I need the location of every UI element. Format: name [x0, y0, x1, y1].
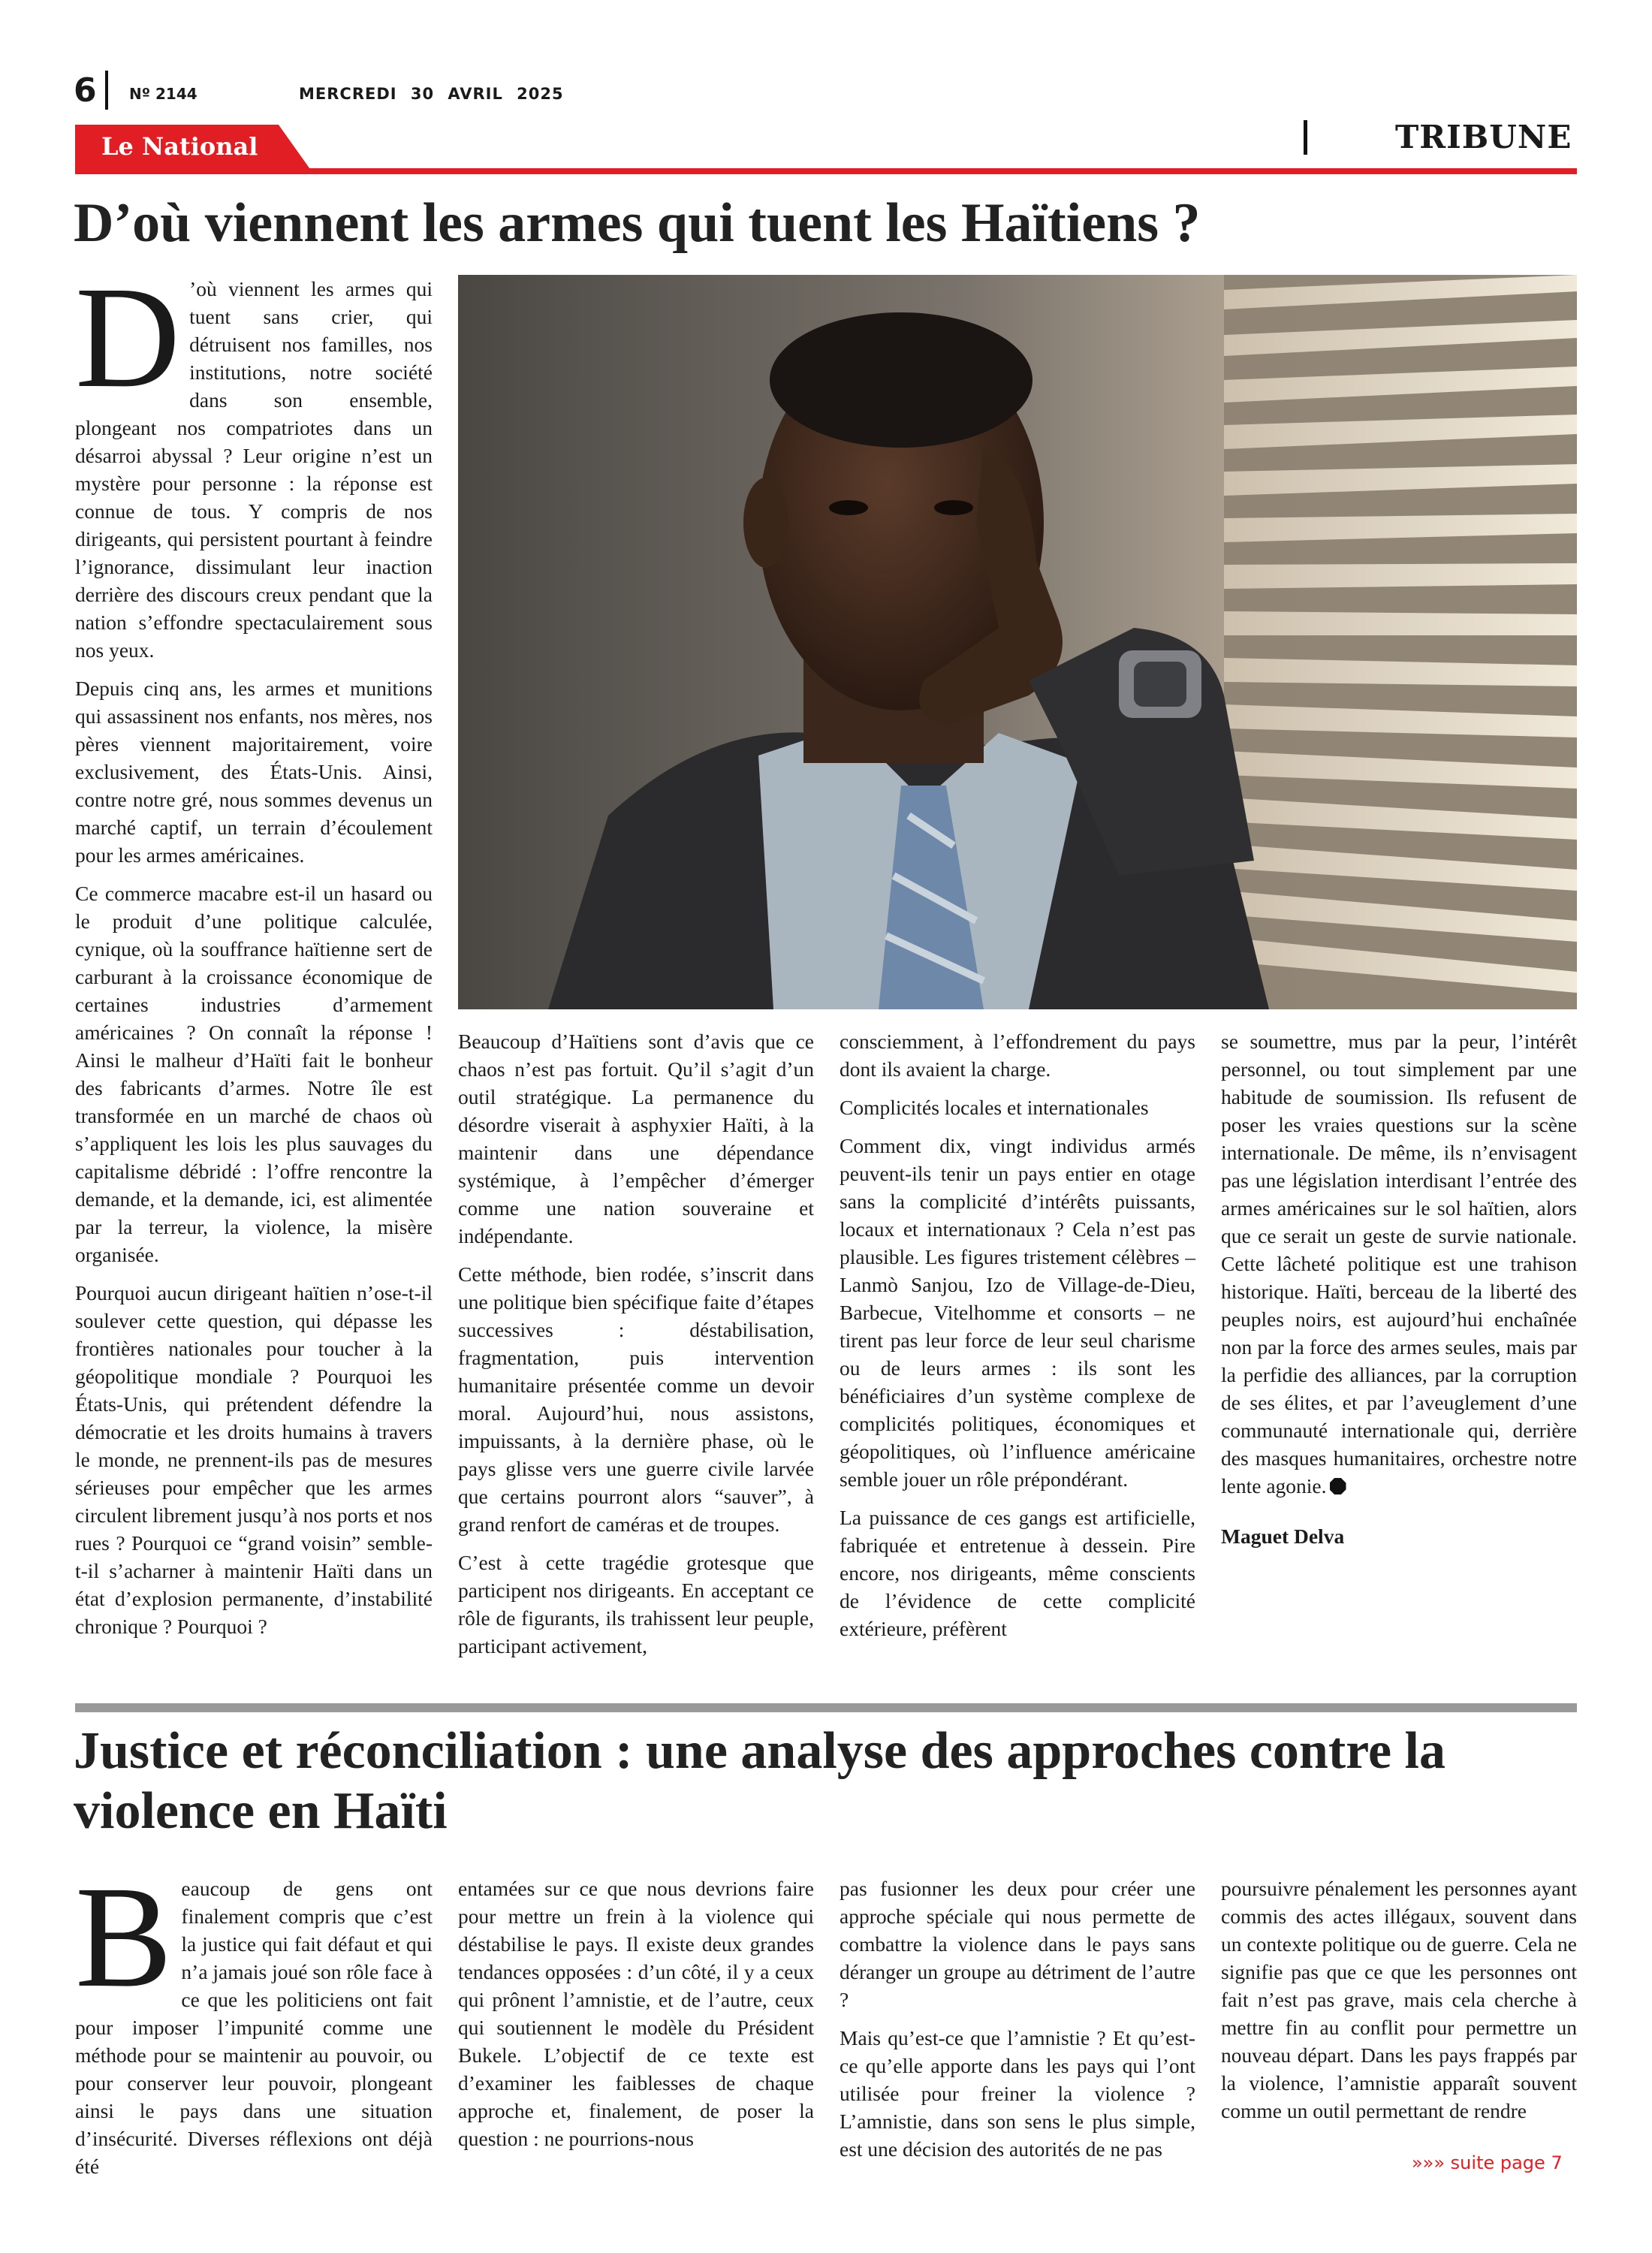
article1-headline: D’où viennent les armes qui tuent les Haïtiens ?	[74, 192, 1201, 254]
section-title: TRIBUNE	[1395, 119, 1572, 155]
article2-paragraph: Mais qu’est-ce que l’amnistie ? Et qu’est-ce qu’elle apporte dans les pays qui l’ont utilisée pour freiner la violence ? L’amnistie, dans son sens le plus simple, est une décision des autorités de ne pas	[840, 2026, 1195, 2161]
article1-dropcap: D	[75, 256, 181, 418]
article1-column-1	[75, 256, 433, 1651]
article2-dropcap: B	[75, 1856, 173, 2017]
header-rule	[75, 168, 1577, 174]
article1-paragraph: Ce commerce macabre est-il un hasard ou le produit d’une politique calculée, cynique, où la souffrance haïtienne sert de carburant à la croissance économique de certaines industries d’armement américaines ? On connaît la réponse ! Ainsi le malheur d’Haïti fait le bonheur des fabricants d’armes. Notre île est transformée en un marché de chaos où s’appliquent les lois les plus sauvages du capitalisme débridé : l’offre rencontre la demande, et la demande, ici, est alimentée par la terreur, la violence, la misère organisée.	[75, 882, 433, 1266]
portrait-photo-image	[458, 275, 1577, 1009]
article2-paragraph: poursuivre pénalement les personnes ayant commis des actes illégaux, souvent dans un contexte politique ou de guerre. Cela ne signifie pas que ce que les personnes ont fait n’est pas grave, mais cela cherche à mettre fin au conflit pour permettre un nouveau départ. Dans les pays frappés par la violence, l’amnistie apparaît souvent comme un outil permettant de rendre	[1221, 1877, 1577, 2122]
page-number: 6	[74, 71, 97, 110]
article1-subheading: Complicités locales et internationales	[840, 1096, 1149, 1119]
article1-column-4	[1221, 1027, 1577, 1561]
article2-column-1	[75, 1856, 433, 2191]
page-number-divider	[105, 71, 108, 110]
article2-headline: Justice et réconciliation : une analyse des approches contre la violence en Haïti	[74, 1722, 1446, 1840]
article1-paragraph: se soumettre, mus par la peur, l’intérêt personnel, ou tout simplement par une habitude de soumission. Ils refusent de poser les vraies questions sur la scène internationale. De même, ils n’envisagent pas une législation interdisant l’entrée des armes américaines sur le sol haïtien, alors que ce serait un geste de survie nationale. Cette lâcheté politique est une trahison historique. Haïti, berceau de la liberté des peuples noirs, est aujourd’hui enchaînée non par la force des armes seules, mais par la perfidie des alliances, par la corruption de ses élites, et par l’aveuglement d’une communauté internationale qui, derrière des masques humanitaires, orchestre notre lente agonie.	[1221, 1030, 1577, 1497]
article1-paragraph: consciemment, à l’effondrement du pays dont ils avaient la charge.	[840, 1030, 1195, 1081]
article2-column-4	[1221, 1874, 1577, 2135]
article2-paragraph: entamées sur ce que nous devrions faire pour mettre un frein à la violence qui déstabilise le pays. Il existe deux grandes tendances opposées : d’un côté, il y a ceux qui prônent l’amnistie, et de l’autre, ceux qui soutiennent le modèle du Président Bukele. L’objectif de ce texte est d’examiner les faiblesses de chaque approche et, finalement, de poser la question : ne pourrions-nous	[458, 1877, 814, 2150]
article1-paragraph: Beaucoup d’Haïtiens sont d’avis que ce chaos n’est pas fortuit. Qu’il s’agit d’un outil stratégique. La permanence du désordre viserait à asphyxier Haïti, à la maintenir dans une dépendance systémique, à l’empêcher d’émerger comme une nation souveraine et indépendante.	[458, 1030, 814, 1247]
article1-author: Maguet Delva	[1221, 1525, 1345, 1548]
article1-column-2	[458, 1027, 814, 1670]
article2-paragraph: eaucoup de gens ont finalement compris que c’est la justice qui fait défaut et qui n’a jamais joué son rôle face à ce que les politiciens ont fait pour imposer l’impunité comme une méthode pour se maintenir au pouvoir, ou pour conserver leur pouvoir, plongeant ainsi le pays dans une situation d’insécurité. Diverses réflexions ont déjà été	[75, 1877, 433, 2178]
article1-paragraph: La puissance de ces gangs est artificielle, fabriquée et entretenue à dessein. Pire encore, nos dirigeants, même conscients de l’évidence de cette complicité extérieure, préfèrent	[840, 1506, 1195, 1640]
issue-number: Nº 2144	[129, 85, 197, 103]
article1-paragraph: Pourquoi aucun dirigeant haïtien n’ose-t-il soulever cette question, qui dépasse les frontières nationales pour toucher à la géopolitique mondiale ? Pourquoi les États-Unis, qui prétendent défendre la démocratie et les droits humains à travers le monde, ne prennent-ils pas de mesures sérieuses pour empêcher que les armes circulent librement jusqu’à nos ports et nos rues ? Pourquoi ce “grand voisin” semble-t-il s’acharner à maintenir Haïti dans un état d’explosion permanente, d’instabilité chronique ? Pourquoi ?	[75, 1281, 433, 1638]
article1-paragraph: C’est à cette tragédie grotesque que participent nos dirigeants. En acceptant ce rôle de figurants, ils trahissent leur peuple, participant activement,	[458, 1551, 814, 1657]
article1-column-3	[840, 1027, 1195, 1653]
article1-paragraph: Comment dix, vingt individus armés peuvent-ils tenir un pays entier en otage sans la complicité d’intérêts puissants, locaux et internationaux ? Cela n’est pas plausible. Les figures tristement célèbres – Lanmò Sanjou, Izo de Village-de-Dieu, Barbecue, Vitelhomme et consorts – ne tirent pas leur force de leur seul charisme ou de leurs armes : ils sont les bénéficiaires d’un système complexe de complicités politiques, économiques et géopolitiques, où l’influence américaine semble jouer un rôle prépondérant.	[840, 1134, 1195, 1491]
article2-column-3	[840, 1874, 1195, 2173]
article1-paragraph: ’où viennent les armes qui tuent sans crier, qui détruisent nos familles, nos institutions, notre société dans son ensemble, plongeant nos compatriotes dans un désarroi abyssal ? Leur origine n’est un mystère pour personne : la réponse est connue de tous. Y compris de nos dirigeants, qui persistent pourtant à feindre l’ignorance, dissimulant leur inaction derrière des discours creux pendant que la nation s’effondre spectaculairement sous nos yeux.	[75, 277, 433, 662]
article2-paragraph: pas fusionner les deux pour créer une approche spéciale qui nous permette de combattre la violence dans le pays sans déranger un groupe au détriment de l’autre ?	[840, 1877, 1195, 2011]
section-divider	[1304, 120, 1307, 155]
article2-column-2	[458, 1874, 814, 2163]
publication-date: MERCREDI 30 AVRIL 2025	[299, 85, 564, 103]
continued-on-page-link[interactable]: »»» suite page 7	[1412, 2152, 1563, 2173]
portrait-photo	[458, 275, 1577, 1009]
brand-name: Le National	[101, 132, 258, 161]
article1-paragraph: Depuis cinq ans, les armes et munitions qui assassinent nos enfants, nos mères, nos pères viennent majoritairement, voire exclusivement, des États-Unis. Ainsi, contre notre gré, nous sommes devenus un marché captif, un terrain d’écoulement pour les armes américaines.	[75, 677, 433, 867]
article1-paragraph: Cette méthode, bien rodée, s’inscrit dans une politique bien spécifique faite d’étapes successives : déstabilisation, fragmentation, puis intervention humanitaire présentée comme un devoir moral. Aujourd’hui, nous assistons, impuissants, à la dernière phase, où le pays glisse vers une guerre civile larvée que certains pourront alors “sauver”, à grand renfort de caméras et de troupes.	[458, 1262, 814, 1536]
article-divider	[75, 1703, 1577, 1712]
end-of-article-icon	[1330, 1478, 1346, 1494]
